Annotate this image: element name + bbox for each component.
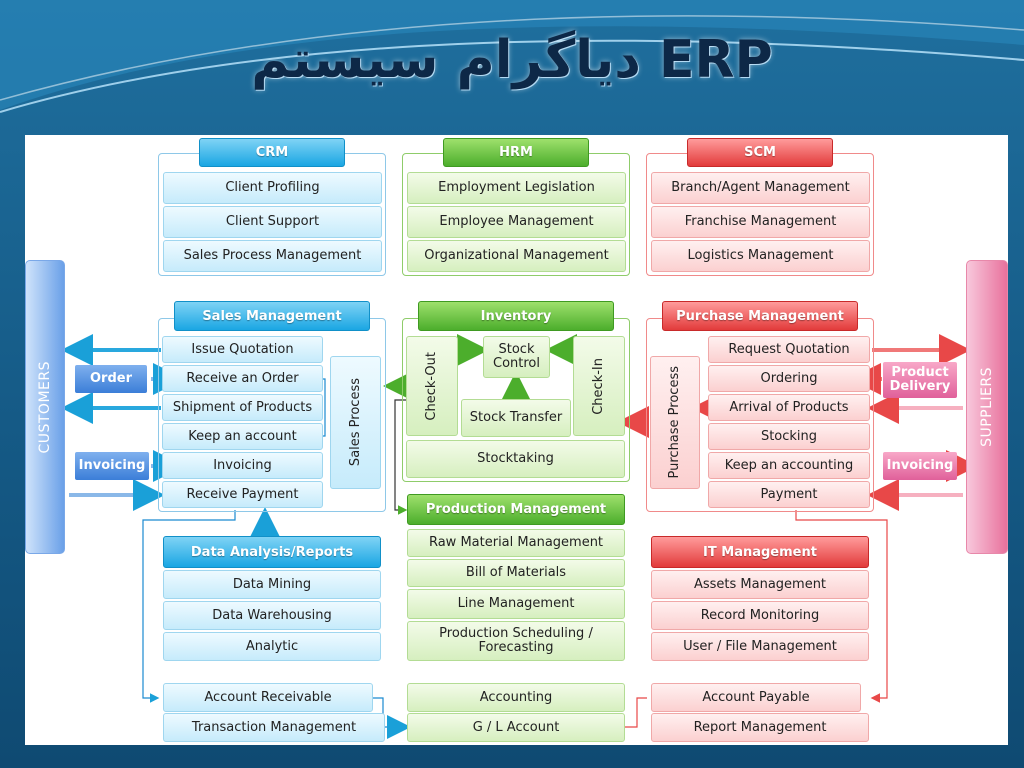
- gl-account: G / L Account: [407, 713, 625, 742]
- sales-item: Receive an Order: [162, 365, 323, 392]
- sales-item: Invoicing: [162, 452, 323, 479]
- inventory-header: Inventory: [418, 301, 614, 331]
- production-item: Line Management: [407, 589, 625, 619]
- scm-header: SCM: [687, 138, 833, 167]
- purchase-item: Ordering: [708, 365, 870, 392]
- data-analysis-item: Data Mining: [163, 570, 381, 599]
- sales-process: [330, 356, 381, 489]
- sales-header: Sales Management: [174, 301, 370, 331]
- account-payable: Account Payable: [651, 683, 861, 712]
- suppliers-bar: [966, 260, 1008, 554]
- crm-item: Client Support: [163, 206, 382, 238]
- check-out-label: Check-Out: [424, 351, 439, 421]
- invoicing-tag-right: Invoicing: [883, 452, 957, 480]
- check-in-box: [573, 336, 625, 436]
- report-management: Report Management: [651, 713, 869, 742]
- it-item: Assets Management: [651, 570, 869, 599]
- it-item: Record Monitoring: [651, 601, 869, 630]
- sales-item: Issue Quotation: [162, 336, 323, 363]
- customers-label: CUSTOMERS: [37, 360, 53, 454]
- order-tag: Order: [75, 365, 147, 393]
- suppliers-label: SUPPLIERS: [979, 367, 995, 447]
- purchase-item: Arrival of Products: [708, 394, 870, 421]
- account-receivable: Account Receivable: [163, 683, 373, 712]
- hrm-item: Employee Management: [407, 206, 626, 238]
- purchase-item: Keep an accounting: [708, 452, 870, 479]
- scm-item: Logistics Management: [651, 240, 870, 272]
- customers-bar: [25, 260, 65, 554]
- page-title: ERP دیاگرام سیستم: [251, 30, 773, 90]
- transaction-management: Transaction Management: [163, 713, 385, 742]
- hrm-item: Employment Legislation: [407, 172, 626, 204]
- sales-item: Shipment of Products: [162, 394, 323, 421]
- stock-transfer: Stock Transfer: [461, 399, 571, 437]
- data-analysis-item: Analytic: [163, 632, 381, 661]
- product-delivery-tag: Product Delivery: [883, 362, 957, 398]
- production-item: Bill of Materials: [407, 559, 625, 587]
- scm-item: Franchise Management: [651, 206, 870, 238]
- production-item: Raw Material Management: [407, 529, 625, 557]
- sales-item: Keep an account: [162, 423, 323, 450]
- it-header: IT Management: [651, 536, 869, 568]
- purchase-item: Stocking: [708, 423, 870, 450]
- data-analysis-item: Data Warehousing: [163, 601, 381, 630]
- crm-header: CRM: [199, 138, 345, 167]
- erp-diagram: [25, 135, 1008, 745]
- purchase-process: [650, 356, 700, 489]
- it-item: User / File Management: [651, 632, 869, 661]
- sales-item: Receive Payment: [162, 481, 323, 508]
- purchase-item: Payment: [708, 481, 870, 508]
- check-out-box: [406, 336, 458, 436]
- hrm-header: HRM: [443, 138, 589, 167]
- scm-item: Branch/Agent Management: [651, 172, 870, 204]
- stocktaking: Stocktaking: [406, 440, 625, 478]
- accounting: Accounting: [407, 683, 625, 712]
- hrm-item: Organizational Management: [407, 240, 626, 272]
- stock-control: Stock Control: [483, 336, 550, 378]
- purchase-item: Request Quotation: [708, 336, 870, 363]
- purchase-process-label: Purchase Process: [667, 366, 682, 479]
- crm-item: Sales Process Management: [163, 240, 382, 272]
- crm-item: Client Profiling: [163, 172, 382, 204]
- check-in-label: Check-In: [591, 357, 606, 415]
- production-header: Production Management: [407, 494, 625, 525]
- invoicing-tag-left: Invoicing: [75, 452, 149, 480]
- data-analysis-header: Data Analysis/Reports: [163, 536, 381, 568]
- sales-process-label: Sales Process: [347, 378, 363, 467]
- purchase-header: Purchase Management: [662, 301, 858, 331]
- production-item: Production Scheduling / Forecasting: [407, 621, 625, 661]
